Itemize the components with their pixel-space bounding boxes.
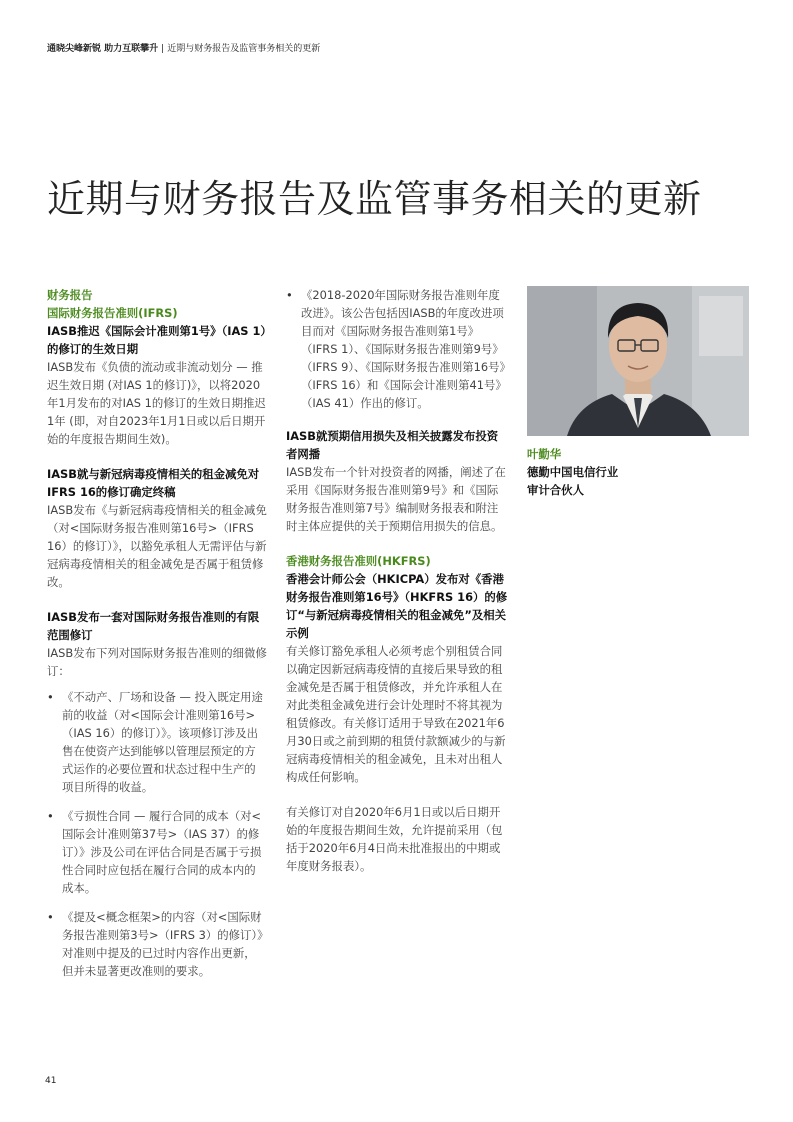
bullet-icon: •: [47, 910, 54, 924]
bullet-icon: •: [47, 809, 54, 823]
header-section: 近期与财务报告及监管事务相关的更新: [167, 44, 321, 54]
article-heading: IASB发布一套对国际财务报告准则的有限范围修订: [47, 610, 260, 642]
column-left: [47, 286, 267, 991]
author-photo: [527, 286, 749, 436]
article-body: IASB发布《负债的流动或非流动划分 — 推迟生效日期 (对IAS 1的修订)》，以将2020年1月发布的对IAS 1的修订的生效日期推迟1年 (即，对自2023年1月1日或以后日期开始的年度报告期间生效)。: [47, 360, 266, 446]
author-role: 德勤中国电信行业: [527, 465, 619, 479]
section-label-hkfrs: 香港财务报告准则(HKFRS): [286, 554, 431, 568]
article-heading: IASB推迟《国际会计准则第1号》（IAS 1）的修订的生效日期: [47, 324, 267, 356]
page-title: 近期与财务报告及监管事务相关的更新: [47, 177, 702, 221]
page-number: 41: [45, 1076, 57, 1086]
article-heading: 香港会计师公会（HKICPA）发布对《香港财务报告准则第16号》（HKFRS 16）的修订“与新冠病毒疫情相关的租金减免”及相关示例: [286, 572, 508, 640]
list-item: [286, 286, 508, 412]
article-heading: IASB就预期信用损失及相关披露发布投资者网播: [286, 429, 499, 461]
subsection-label-ifrs: 国际财务报告准则(IFRS): [47, 306, 178, 320]
list-item-text: 《亏损性合同 — 履行合同的成本（对<国际会计准则第37号>（IAS 37）的修订）》涉及公司在评估合同是否属于亏损性合同时应包括在履行合同的成本内的成本。: [62, 809, 262, 895]
list-item: [47, 908, 267, 980]
header-brand: 通晓尖峰新锐 助力互联攀升: [47, 44, 159, 54]
section-label-financial-reporting: 财务报告: [47, 288, 93, 302]
list-item-text: 《不动产、厂场和设备 — 投入既定用途前的收益（对<国际会计准则第16号>（IAS 16）的修订）》。该项修订涉及出售在使资产达到能够以管理层预定的方式运作的必要位置和状态过程中生产的项目所得的收益。: [62, 690, 263, 794]
article-body: IASB发布一个针对投资者的网播，阐述了在采用《国际财务报告准则第9号》和《国际财务报告准则第7号》编制财务报表和附注时主体应提供的关于预期信用损失的信息。: [286, 465, 506, 533]
column-middle: [286, 286, 508, 875]
author-name: 叶勤华: [527, 447, 562, 461]
author-role: 审计合伙人: [527, 483, 584, 497]
running-header: [47, 41, 320, 54]
article-heading: IASB就与新冠病毒疫情相关的租金减免对IFRS 16的修订确定终稿: [47, 467, 260, 499]
article-body: 有关修订对自2020年6月1日或以后日期开始的年度报告期间生效，允许提前采用（包括于2020年6月4日尚未批准报出的中期或年度财务报表）。: [286, 805, 503, 873]
list-item: [47, 807, 267, 897]
bullet-list: [47, 688, 267, 980]
column-right: [527, 286, 749, 499]
header-separator: |: [161, 44, 165, 54]
article-body: IASB发布下列对国际财务报告准则的细微修订：: [47, 646, 267, 678]
list-item: [47, 688, 267, 796]
article-body: IASB发布《与新冠病毒疫情相关的租金减免（对<国际财务报告准则第16号>（IFRS 16）的修订）》，以豁免承租人无需评估与新冠病毒疫情相关的租金减免是否属于租赁修改。: [47, 503, 267, 589]
bullet-list: [286, 286, 508, 412]
article-body: 有关修订豁免承租人必须考虑个别租赁合同以确定因新冠病毒疫情的直接后果导致的租金减免是否属于租赁修改，并允许承租人在对此类租金减免进行会计处理时不将其视为租赁修改。有关修订适用于导致在2021年6月30日或之前到期的租赁付款额减少的与新冠病毒疫情相关的租金减免，且未对出租人构成任何影响。: [286, 644, 506, 784]
list-item-text: 《2018-2020年国际财务报告准则年度改进》。该公告包括因IASB的年度改进项目而对《国际财务报告准则第1号》（IFRS 1）、《国际财务报告准则第9号》（IFRS 9）、《国际财务报告准则第16号》（IFRS 16）和《国际会计准则第41号》（IAS 41）作出的修订。: [301, 288, 507, 410]
list-item-text: 《提及<概念框架>的内容（对<国际财务报告准则第3号>（IFRS 3）的修订）》对准则中提及的已过时内容作出更新，但并未显著更改准则的要求。: [62, 910, 263, 978]
bullet-icon: •: [286, 288, 293, 302]
bullet-icon: •: [47, 690, 54, 704]
